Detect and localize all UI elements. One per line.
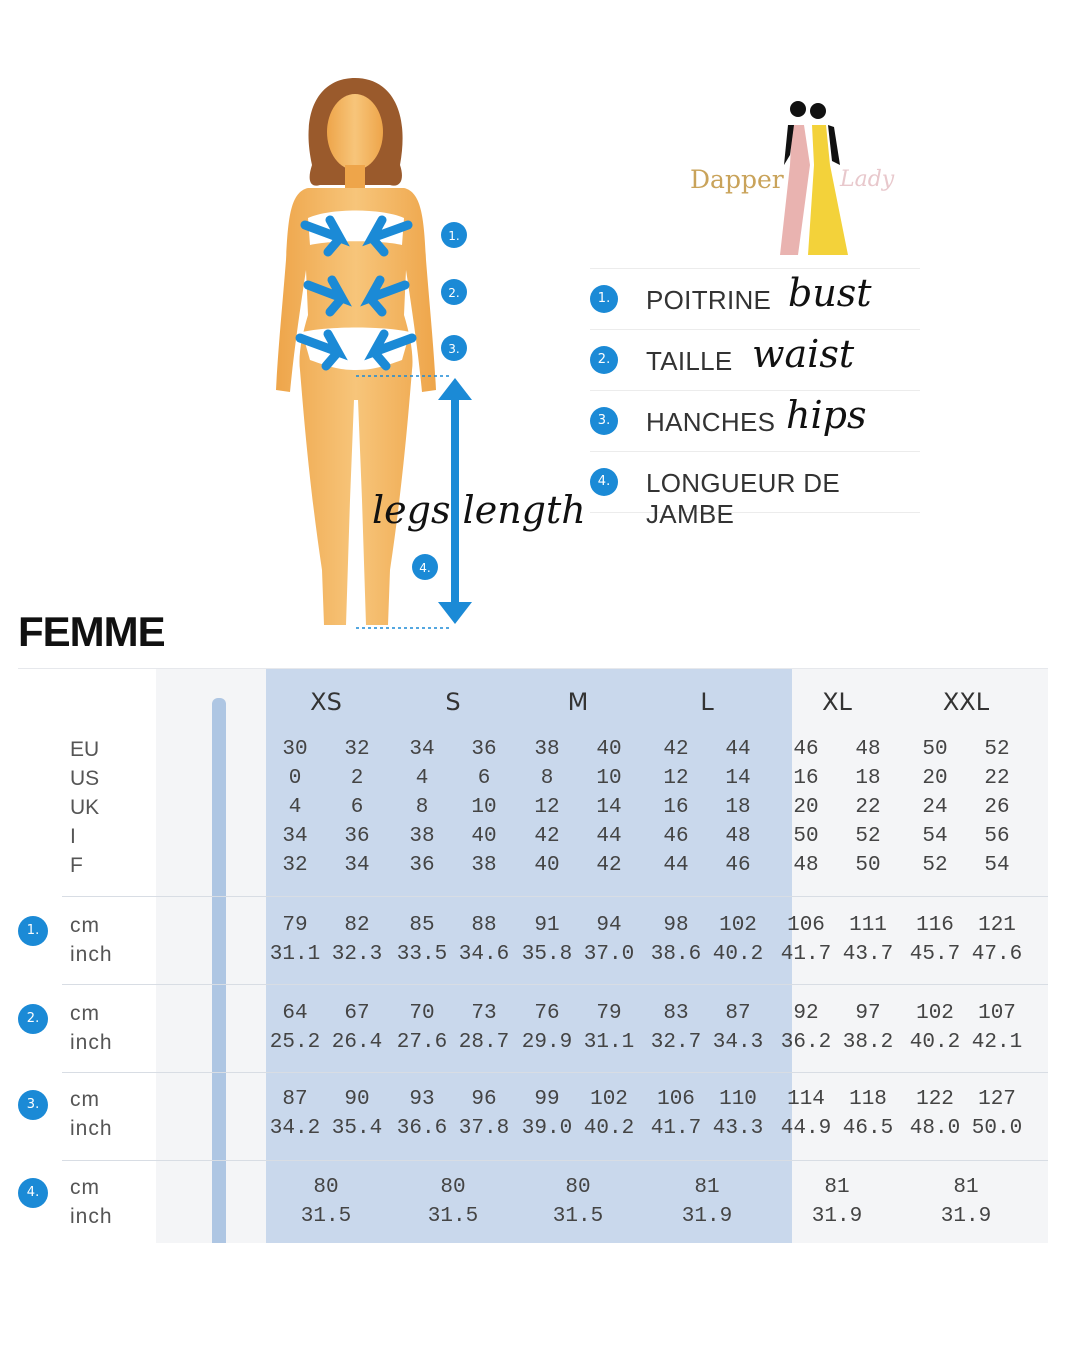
table-cell: 64 bbox=[282, 1002, 308, 1025]
table-cell: 91 bbox=[534, 914, 560, 937]
table-cell: 81 bbox=[694, 1176, 720, 1199]
svg-text:4.: 4. bbox=[419, 561, 431, 575]
table-cell: 6 bbox=[477, 767, 491, 790]
legend-number-1: 1. bbox=[590, 285, 618, 313]
table-cell: 26.4 bbox=[331, 1031, 383, 1054]
table-cell: 83 bbox=[663, 1002, 689, 1025]
table-cell: 80 bbox=[440, 1176, 466, 1199]
measurement-number-4: 4. bbox=[18, 1178, 48, 1208]
table-cell: 70 bbox=[409, 1002, 435, 1025]
table-cell: 40 bbox=[534, 854, 560, 877]
table-cell: 34 bbox=[282, 825, 308, 848]
figure-marker-4 bbox=[412, 554, 438, 580]
svg-text:1.: 1. bbox=[448, 229, 460, 243]
table-cell: 39.0 bbox=[521, 1117, 573, 1140]
measurement-number-2: 2. bbox=[18, 1004, 48, 1034]
unit-label-inch: inch bbox=[70, 1031, 113, 1054]
table-cell: 121 bbox=[978, 914, 1016, 937]
table-cell: 46 bbox=[793, 738, 819, 761]
table-cell: 32.7 bbox=[650, 1031, 702, 1054]
table-cell: 118 bbox=[849, 1088, 887, 1111]
table-cell: 48 bbox=[855, 738, 881, 761]
table-cell: 56 bbox=[984, 825, 1010, 848]
unit-label-inch: inch bbox=[70, 943, 113, 966]
table-cell: 12 bbox=[534, 796, 560, 819]
size-system-label: I bbox=[70, 825, 76, 848]
table-cell: 107 bbox=[978, 1002, 1016, 1025]
table-cell: 32 bbox=[282, 854, 308, 877]
table-cell: 106 bbox=[787, 914, 825, 937]
table-cell: 98 bbox=[663, 914, 689, 937]
table-cell: 31.5 bbox=[427, 1205, 479, 1228]
table-cell: 90 bbox=[344, 1088, 370, 1111]
table-cell: 50.0 bbox=[971, 1117, 1023, 1140]
table-cell: 94 bbox=[596, 914, 622, 937]
table-cell: 122 bbox=[916, 1088, 954, 1111]
unit-label-inch: inch bbox=[70, 1205, 113, 1228]
legend-item-waist bbox=[590, 329, 920, 390]
table-cell: 34 bbox=[409, 738, 435, 761]
legend-number-4: 4. bbox=[590, 468, 618, 496]
table-cell: 42 bbox=[596, 854, 622, 877]
table-cell: 38 bbox=[471, 854, 497, 877]
table-cell: 31.5 bbox=[552, 1205, 604, 1228]
table-cell: 18 bbox=[725, 796, 751, 819]
table-cell: 42 bbox=[534, 825, 560, 848]
table-cell: 50 bbox=[922, 738, 948, 761]
table-cell: 127 bbox=[978, 1088, 1016, 1111]
table-cell: 20 bbox=[922, 767, 948, 790]
torso bbox=[276, 188, 436, 625]
table-cell: 44.9 bbox=[780, 1117, 832, 1140]
table-cell: 31.5 bbox=[300, 1205, 352, 1228]
table-cell: 40.2 bbox=[583, 1117, 635, 1140]
table-cell: 25.2 bbox=[269, 1031, 321, 1054]
legend-number-3: 3. bbox=[590, 407, 618, 435]
table-cell: 116 bbox=[916, 914, 954, 937]
table-cell: 67 bbox=[344, 1002, 370, 1025]
table-cell: 14 bbox=[725, 767, 751, 790]
table-cell: 85 bbox=[409, 914, 435, 937]
table-cell: 33.5 bbox=[396, 943, 448, 966]
table-cell: 16 bbox=[793, 767, 819, 790]
table-cell: 41.7 bbox=[650, 1117, 702, 1140]
table-cell: 87 bbox=[282, 1088, 308, 1111]
table-cell: 88 bbox=[471, 914, 497, 937]
table-cell: 80 bbox=[313, 1176, 339, 1199]
size-system-label: UK bbox=[70, 796, 100, 819]
figure-marker-1 bbox=[441, 222, 467, 248]
table-cell: 40.2 bbox=[909, 1031, 961, 1054]
table-cell: 92 bbox=[793, 1002, 819, 1025]
legend-label: LONGUEUR DE JAMBE bbox=[646, 468, 840, 529]
table-cell: 42.1 bbox=[971, 1031, 1023, 1054]
table-cell: 35.4 bbox=[331, 1117, 383, 1140]
table-cell: 48.0 bbox=[909, 1117, 961, 1140]
table-cell: 54 bbox=[984, 854, 1010, 877]
table-cell: 28.7 bbox=[458, 1031, 510, 1054]
table-cell: 20 bbox=[793, 796, 819, 819]
table-cell: 8 bbox=[540, 767, 554, 790]
table-cell: 82 bbox=[344, 914, 370, 937]
table-cell: 37.8 bbox=[458, 1117, 510, 1140]
size-system-label: F bbox=[70, 854, 83, 877]
table-cell: 52 bbox=[855, 825, 881, 848]
table-cell: 0 bbox=[288, 767, 302, 790]
size-header-xl: XL bbox=[822, 688, 852, 716]
table-cell: 12 bbox=[663, 767, 689, 790]
table-cell: 48 bbox=[725, 825, 751, 848]
dapper-lady-logo bbox=[680, 95, 920, 265]
table-cell: 47.6 bbox=[971, 943, 1023, 966]
table-cell: 35.8 bbox=[521, 943, 573, 966]
size-system-label: EU bbox=[70, 738, 100, 761]
svg-text:2.: 2. bbox=[448, 286, 460, 300]
table-cell: 81 bbox=[953, 1176, 979, 1199]
table-cell: 52 bbox=[922, 854, 948, 877]
legend-label: TAILLE bbox=[646, 346, 733, 376]
size-header-l: L bbox=[700, 688, 714, 716]
legend-label: POITRINE bbox=[646, 285, 772, 315]
table-cell: 31.9 bbox=[940, 1205, 992, 1228]
table-cell: 79 bbox=[282, 914, 308, 937]
side-strip bbox=[212, 698, 226, 1243]
table-cell: 27.6 bbox=[396, 1031, 448, 1054]
table-cell: 111 bbox=[849, 914, 887, 937]
table-cell: 40 bbox=[471, 825, 497, 848]
table-cell: 44 bbox=[596, 825, 622, 848]
legend-item-bust bbox=[590, 268, 920, 329]
table-cell: 31.9 bbox=[811, 1205, 863, 1228]
table-cell: 48 bbox=[793, 854, 819, 877]
legend-label: HANCHES bbox=[646, 407, 776, 437]
table-cell: 36 bbox=[344, 825, 370, 848]
table-cell: 43.7 bbox=[842, 943, 894, 966]
table-cell: 102 bbox=[916, 1002, 954, 1025]
table-cell: 24 bbox=[922, 796, 948, 819]
table-cell: 38 bbox=[409, 825, 435, 848]
head bbox=[327, 94, 383, 170]
table-cell: 36.2 bbox=[780, 1031, 832, 1054]
table-cell: 97 bbox=[855, 1002, 881, 1025]
table-cell: 106 bbox=[657, 1088, 695, 1111]
legend-handwritten: hips bbox=[786, 393, 867, 437]
figure-marker-2 bbox=[441, 279, 467, 305]
table-cell: 4 bbox=[415, 767, 429, 790]
table-cell: 40.2 bbox=[712, 943, 764, 966]
legs-length-label: legs length bbox=[372, 488, 586, 532]
table-cell: 79 bbox=[596, 1002, 622, 1025]
table-cell: 30 bbox=[282, 738, 308, 761]
table-cell: 45.7 bbox=[909, 943, 961, 966]
table-cell: 38 bbox=[534, 738, 560, 761]
table-cell: 87 bbox=[725, 1002, 751, 1025]
svg-text:3.: 3. bbox=[448, 342, 460, 356]
table-cell: 6 bbox=[350, 796, 364, 819]
table-cell: 37.0 bbox=[583, 943, 635, 966]
table-cell: 73 bbox=[471, 1002, 497, 1025]
table-cell: 18 bbox=[855, 767, 881, 790]
table-cell: 114 bbox=[787, 1088, 825, 1111]
table-cell: 102 bbox=[590, 1088, 628, 1111]
table-cell: 110 bbox=[719, 1088, 757, 1111]
table-cell: 36.6 bbox=[396, 1117, 448, 1140]
size-header-m: M bbox=[567, 688, 589, 716]
table-cell: 34.6 bbox=[458, 943, 510, 966]
table-cell: 8 bbox=[415, 796, 429, 819]
table-cell: 32 bbox=[344, 738, 370, 761]
size-system-label: US bbox=[70, 767, 100, 790]
table-cell: 41.7 bbox=[780, 943, 832, 966]
table-cell: 14 bbox=[596, 796, 622, 819]
table-title: FEMME bbox=[18, 608, 165, 655]
legend-handwritten: bust bbox=[788, 271, 872, 315]
table-cell: 50 bbox=[855, 854, 881, 877]
table-cell: 31.1 bbox=[269, 943, 321, 966]
table-cell: 29.9 bbox=[521, 1031, 573, 1054]
logo-text-dapper: Dapper bbox=[690, 165, 784, 194]
table-cell: 96 bbox=[471, 1088, 497, 1111]
table-cell: 81 bbox=[824, 1176, 850, 1199]
table-cell: 46.5 bbox=[842, 1117, 894, 1140]
table-cell: 44 bbox=[725, 738, 751, 761]
table-cell: 44 bbox=[663, 854, 689, 877]
unit-label-cm: cm bbox=[70, 1088, 100, 1111]
body-figure bbox=[250, 70, 590, 640]
table-cell: 34.3 bbox=[712, 1031, 764, 1054]
table-cell: 43.3 bbox=[712, 1117, 764, 1140]
table-cell: 46 bbox=[663, 825, 689, 848]
table-cell: 38.6 bbox=[650, 943, 702, 966]
table-cell: 36 bbox=[409, 854, 435, 877]
table-cell: 2 bbox=[350, 767, 364, 790]
measurement-legend bbox=[590, 268, 920, 529]
table-cell: 22 bbox=[855, 796, 881, 819]
legend-handwritten: waist bbox=[752, 332, 855, 376]
table-cell: 42 bbox=[663, 738, 689, 761]
table-cell: 76 bbox=[534, 1002, 560, 1025]
figure-marker-3 bbox=[441, 335, 467, 361]
size-header-xxl: XXL bbox=[942, 688, 990, 716]
table-cell: 40 bbox=[596, 738, 622, 761]
measurement-number-1: 1. bbox=[18, 916, 48, 946]
unit-label-cm: cm bbox=[70, 1002, 100, 1025]
table-cell: 31.1 bbox=[583, 1031, 635, 1054]
table-cell: 16 bbox=[663, 796, 689, 819]
table-cell: 22 bbox=[984, 767, 1010, 790]
table-cell: 46 bbox=[725, 854, 751, 877]
table-cell: 80 bbox=[565, 1176, 591, 1199]
table-cell: 34.2 bbox=[269, 1117, 321, 1140]
table-cell: 26 bbox=[984, 796, 1010, 819]
table-cell: 38.2 bbox=[842, 1031, 894, 1054]
size-table bbox=[18, 668, 1048, 1243]
unit-label-cm: cm bbox=[70, 914, 100, 937]
measurement-number-3: 3. bbox=[18, 1090, 48, 1120]
table-cell: 99 bbox=[534, 1088, 560, 1111]
logo-text-lady: Lady bbox=[840, 167, 895, 192]
table-cell: 34 bbox=[344, 854, 370, 877]
table-cell: 102 bbox=[719, 914, 757, 937]
table-cell: 54 bbox=[922, 825, 948, 848]
legend-item-leg-length bbox=[590, 451, 920, 529]
table-cell: 93 bbox=[409, 1088, 435, 1111]
table-cell: 50 bbox=[793, 825, 819, 848]
size-header-s: S bbox=[445, 688, 461, 716]
table-cell: 36 bbox=[471, 738, 497, 761]
size-header-xs: XS bbox=[310, 688, 342, 716]
unit-label-cm: cm bbox=[70, 1176, 100, 1199]
table-cell: 31.9 bbox=[681, 1205, 733, 1228]
legend-item-hips bbox=[590, 390, 920, 451]
table-cell: 32.3 bbox=[331, 943, 383, 966]
table-cell: 52 bbox=[984, 738, 1010, 761]
table-cell: 4 bbox=[288, 796, 302, 819]
table-cell: 10 bbox=[471, 796, 497, 819]
unit-label-inch: inch bbox=[70, 1117, 113, 1140]
legend-number-2: 2. bbox=[590, 346, 618, 374]
table-cell: 10 bbox=[596, 767, 622, 790]
